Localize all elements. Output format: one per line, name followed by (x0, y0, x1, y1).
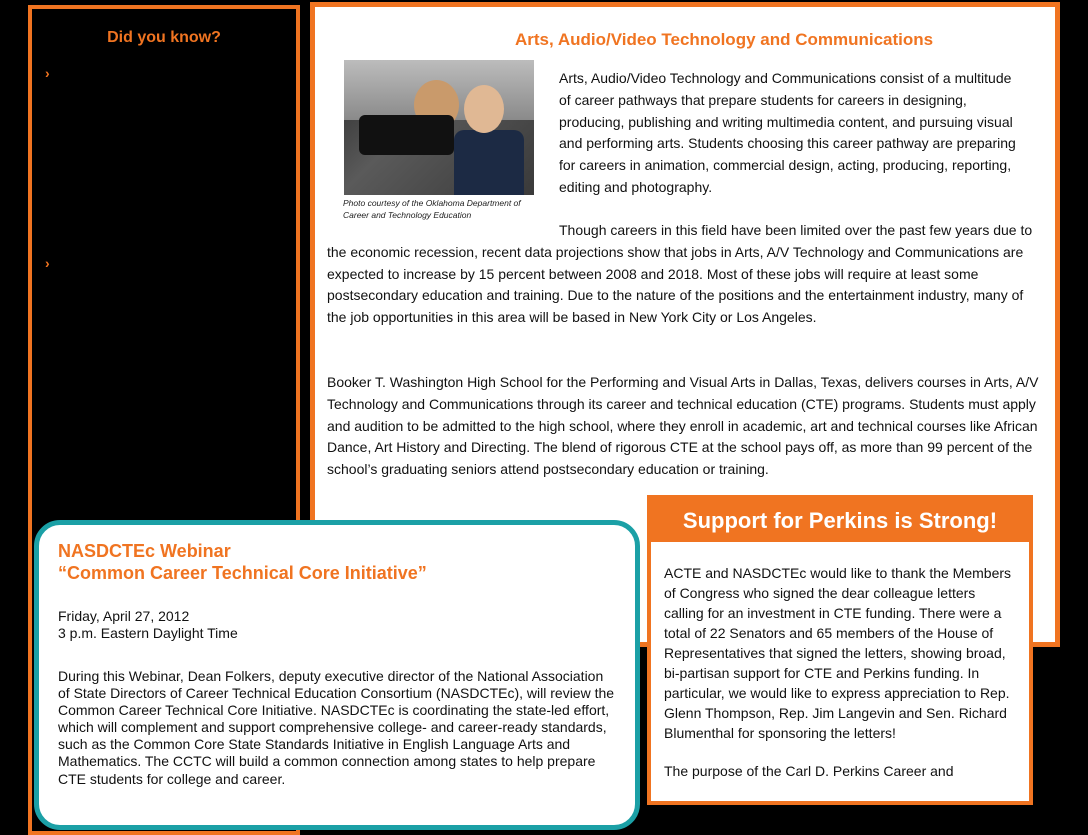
bullet-arrow-icon: › (45, 255, 50, 271)
photo-caption: Photo courtesy of the Oklahoma Department of Career and Technology Education (343, 198, 521, 220)
webinar-date: Friday, April 27, 2012 (58, 608, 190, 624)
webinar-subtitle: “Common Career Technical Core Initiative” (58, 563, 427, 583)
sidebar-title: Did you know? (107, 29, 221, 46)
support-paragraph: The purpose of the Carl D. Perkins Career and (664, 763, 954, 779)
webinar-box (34, 520, 640, 830)
bullet-arrow-icon: › (45, 65, 50, 81)
article-paragraph: Though careers in this field have been limited over the past few years due to the economic recession, recent data projections show that jobs in Arts, A/V Technology and Communications are expected to increase by 15 percent between 2008 and 2018. Most of these jobs will require at least some postsecondary education and training. Due to the nature of the positions and the entertainment industry, many of the job opportunities in this area will be based in New York City or Los Angeles. (327, 222, 1033, 326)
webinar-time: 3 p.m. Eastern Daylight Time (58, 625, 238, 641)
article-paragraph: Booker T. Washington High School for the Performing and Visual Arts in Dallas, Texas, delivers courses in Arts, A/V Technology and Communications through its career and technical education (CTE) programs. Students must apply and audition to be admitted to the high school, where they enroll in academic, art and technical courses like African Dance, Art History and Directing. The blend of rigorous CTE at the school pays off, as more than 99 percent of the school’s graduating seniors attend postsecondary education or training. (327, 374, 1039, 478)
webinar-description: During this Webinar, Dean Folkers, deputy executive director of the National Association of State Directors of Career Technical Education Consortium (NASDCTEc), will review the Common Career Technical Core Initiative. NASDCTEc is coordinating the state-led effort, which will complement and support comprehensive college- and career-ready standards, such as the Common Core State Standards Initiative in English Language Arts and Mathematics. The CCTC will build a common connection among states to help prepare CTE students for college and career. (58, 668, 615, 787)
support-body (664, 563, 1014, 781)
perkins-support-box (647, 495, 1033, 805)
article-title: Arts, Audio/Video Technology and Communications (515, 30, 934, 49)
support-paragraph: ACTE and NASDCTEc would like to thank the Members of Congress who signed the dear colleague letters calling for an investment in CTE funding. There were a total of 22 Senators and 65 members of the House of Representatives that signed the letters, showing broad, bi-partisan support for CTE and Perkins funding. In particular, we would like to express appreciation to Rep. Glenn Thompson, Rep. Jim Langevin and Sen. Richard Blumenthal for sponsoring the letters! (664, 565, 1012, 741)
webinar-title: NASDCTEc Webinar (58, 541, 231, 561)
article-paragraph: Arts, Audio/Video Technology and Communications consist of a multitude of career pathways that prepare students for careers in designing, producing, publishing and writing multimedia content, and pursuing visual and performing arts. Students choosing this career pathway are preparing for careers in animation, commercial design, acting, producing, reporting, editing and photography. (559, 70, 1016, 195)
camera-students-photo (344, 60, 534, 195)
support-title: Support for Perkins is Strong! (651, 499, 1029, 542)
